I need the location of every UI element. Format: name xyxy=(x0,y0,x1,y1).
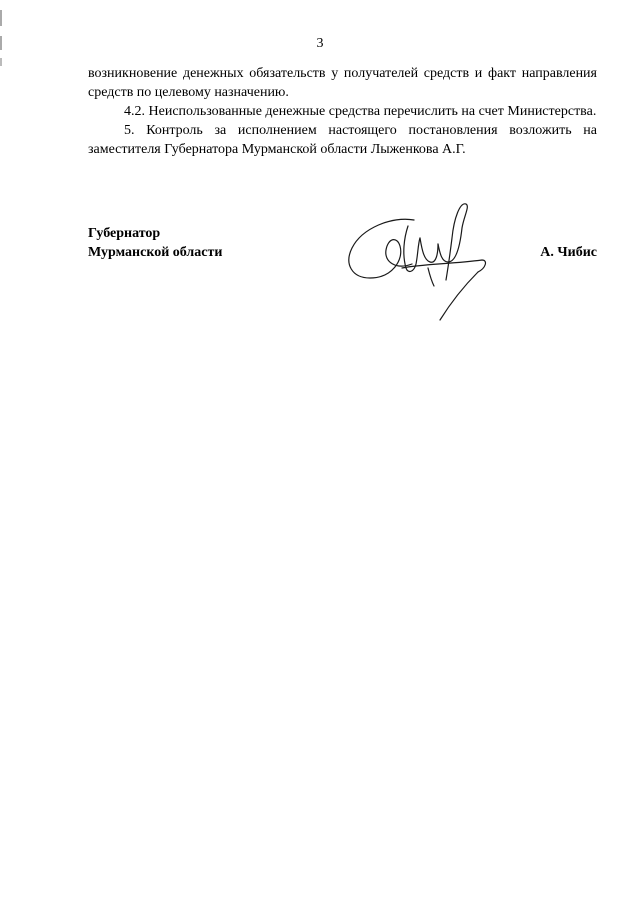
position-line-2: Мурманской области xyxy=(88,245,223,260)
paragraph-continuation: возникновение денежных обязательств у получателей средств и факт направления средств по целевому назначению. xyxy=(88,66,597,100)
handwritten-signature xyxy=(342,198,502,323)
page-number: 3 xyxy=(316,36,324,51)
paragraph-5: 5. Контроль за исполнением настоящего постановления возложить на заместителя Губернатора Мурманской области Лыженкова А.Г. xyxy=(88,123,597,157)
signatory-position xyxy=(88,224,222,262)
signatory-name: А. Чибис xyxy=(540,245,597,260)
document-body xyxy=(88,64,597,159)
paragraph-4-2: 4.2. Неиспользованные денежные средства перечислить на счет Министерства. xyxy=(124,104,597,119)
position-line-1: Губернатор xyxy=(88,226,161,241)
